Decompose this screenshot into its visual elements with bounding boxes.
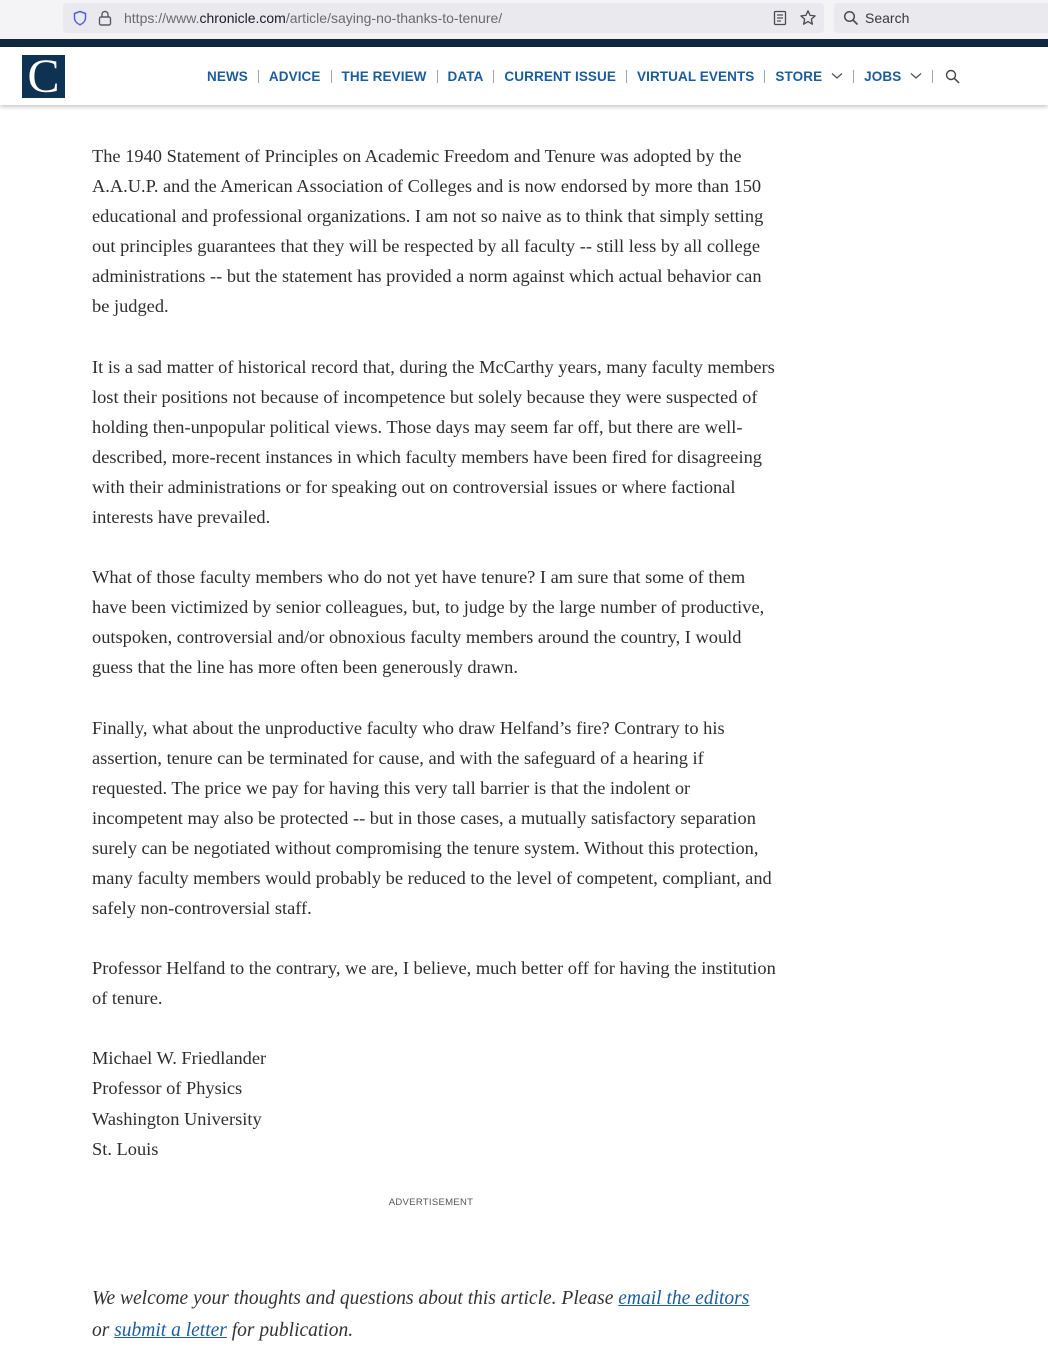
author-name: Michael W. Friedlander [92,1048,267,1069]
address-bar[interactable] [63,3,824,33]
advertisement-label: ADVERTISEMENT [388,1197,474,1208]
nav-store-label: STORE [775,68,823,84]
chronicle-logo[interactable]: C [22,55,65,98]
nav-news[interactable]: NEWS [207,68,248,84]
article-body [92,141,782,1164]
submit-letter-link[interactable]: submit a letter [114,1320,227,1341]
nav-divider [626,70,627,83]
shield-icon[interactable] [72,10,88,26]
nav-virtual-events[interactable]: VIRTUAL EVENTS [636,68,755,84]
article-paragraph: The 1940 Statement of Principles on Academic Freedom and Tenure was adopted by the A.A.U.P. and the American Association of Colleges and is now endorsed by more than 150 educational and professional organizations. I am not so naive as to think that simply setting out principles guarantees that they will be respected by all faculty -- still less by all college administrations -- but the statement has provided a norm against which actual behavior can be judged. [92,146,764,317]
nav-divider [437,70,438,83]
search-icon[interactable] [945,69,960,84]
author-signature [92,1043,782,1163]
nav-advice[interactable]: ADVICE [268,68,321,84]
author-city: St. Louis [92,1138,159,1159]
header-accent-band [0,39,1048,47]
nav-the-review[interactable]: THE REVIEW [341,68,427,84]
search-icon [843,10,859,26]
search-placeholder: Search [865,10,910,26]
chevron-down-icon[interactable] [831,72,843,80]
browser-search-field[interactable] [834,3,1048,33]
nav-data[interactable]: DATA [447,68,484,84]
author-institution: Washington University [92,1108,262,1129]
nav-current-issue[interactable]: CURRENT ISSUE [504,68,616,84]
nav-divider [331,70,332,83]
nav-divider [493,70,494,83]
feedback-text: We welcome your thoughts and questions about this article. Please [92,1288,619,1309]
feedback-text: or [92,1320,115,1341]
feedback-text: for publication. [226,1320,354,1341]
nav-jobs-label: JOBS [864,68,902,84]
nav-store[interactable] [775,69,843,84]
url-text[interactable]: https://www.chronicle.com/article/saying-no-thanks-to-tenure/ [124,10,503,26]
chevron-down-icon[interactable] [910,72,922,80]
reader-view-icon[interactable] [772,10,788,26]
article-paragraph: What of those faculty members who do not yet have tenure? I am sure that some of them have been victimized by senior colleagues, but, to judge by the large number of productive, outspoken, controversial and/or obnoxious faculty members around the country, I would guess that the line has more often been generously drawn. [92,567,765,678]
nav-divider [932,70,933,83]
article-paragraph: It is a sad matter of historical record that, during the McCarthy years, many faculty members lost their positions not because of incompetence but solely because they were suspected of holding then-unpopular political views. Those days may seem far off, but there are well-described, more-recent instances in which faculty members have been fired for disagreeing with their administrations or for speaking out on controversial issues or where factional interests have prevailed. [92,356,775,528]
main-nav [207,68,960,84]
feedback-note [92,1283,782,1347]
nav-jobs[interactable] [864,69,922,84]
site-header [0,47,1048,105]
nav-divider [764,70,765,83]
email-editors-link[interactable]: email the editors [618,1288,750,1309]
author-title: Professor of Physics [92,1078,243,1099]
lock-icon[interactable] [98,10,112,26]
article-paragraph: Finally, what about the unproductive faculty who draw Helfand’s fire? Contrary to his assertion, tenure can be terminated for cause, and with the safeguard of a hearing if requested. The price we pay for having this very tall barrier is that the indolent or incompetent may also be protected -- but in those cases, a mutually satisfactory separation surely can be negotiated without compromising the tenure system. Without this protection, many faculty members would probably be reduced to the level of competent, compliant, and safely non-controversial staff. [92,717,772,919]
browser-toolbar [0,0,1048,39]
nav-divider [258,70,259,83]
bookmark-star-icon[interactable] [799,9,817,27]
nav-divider [853,70,854,83]
article-paragraph: Professor Helfand to the contrary, we are, I believe, much better off for having the institution of tenure. [92,958,776,1009]
